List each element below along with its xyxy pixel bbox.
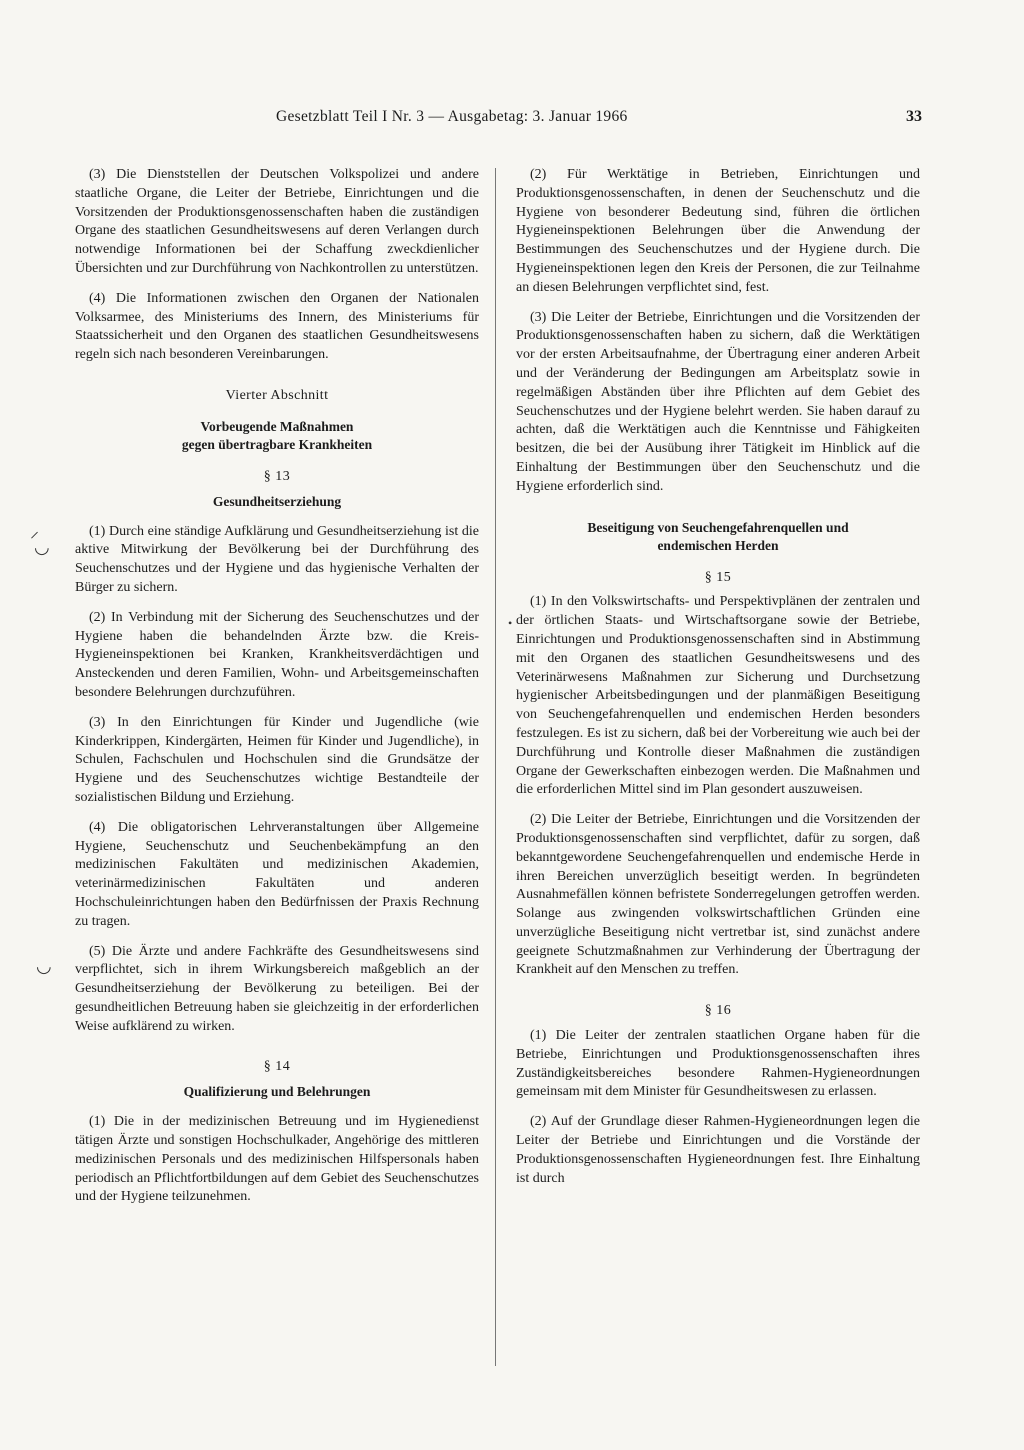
paragraph-15-2: (2) Die Leiter der Betriebe, Einrichtungen und die Vorsitzenden der Produktionsgenossenschaften sind verpflichtet, dafür zu sorgen, daß bekanntgewordene Seuchengefahrenquellen und endemische Herde in ihren Bereichen unverzüglich beseitigt werden. In begründeten Ausnahmefällen können befristete Sonderregelungen getroffen werden. Solange aus zwingenden volkswirtschaftlichen Gründen eine unverzügliche Beseitigung nicht vertretbar ist, sind zunächst andere geeignete Schutzmaßnahmen zur Verhinderung der Übertragung der Krankheit auf den Menschen zu treffen. xyxy=(516,812,920,978)
section-title-15 xyxy=(516,519,920,555)
section-title-14: Qualifizierung und Belehrungen xyxy=(183,1084,371,1100)
paragraph-12-4: (4) Die Informationen zwischen den Organen der Nationalen Volksarmee, des Ministeriums des Innern, des Ministeriums für Staatssicherheit und den Organen des staatlichen Gesundheitswesens regeln sich nach besonderen Vereinbarungen. xyxy=(75,290,479,363)
paragraph-13-5: (5) Die Ärzte und andere Fachkräfte des Gesundheitswesens sind verpflichtet, sich in ihrem Wirkungsbereich maßgeblich an der Gesundheitserziehung der Bevölkerung zu beteiligen. Bei der gesundheitlichen Betreuung haben sie gleichzeitig in der erforderlichen Weise aufklärend zu wirken. xyxy=(75,943,479,1034)
section-number-14: § 14 xyxy=(263,1059,291,1075)
left-column xyxy=(75,166,479,1218)
section-heading-abschnitt: Vierter Abschnitt xyxy=(225,387,329,403)
abschnitt-title-line-1: Vorbeugende Maßnahmen xyxy=(200,418,354,434)
paragraph-14-2: (2) Für Werktätige in Betrieben, Einrichtungen und Produktionsgenossenschaften, in denen der Seuchenschutz und die Hygiene von besonderer Bedeutung sind, führen die örtlichen Hygieneinspektionen Belehrungen über die Anwendung der Bestimmungen des Seuchenschutzes und der Hygiene durch. Die Hygieneinspektionen legen den Kreis der Personen, die zur Teilnahme an diesen Belehrungen verpflichtet sind, fest. xyxy=(516,167,920,295)
margin-mark: ◡ xyxy=(36,956,52,976)
margin-mark: • xyxy=(508,616,513,630)
paragraph-14-1: (1) Die in der medizinischen Betreuung und im Hygienedienst tätigen Ärzte und sonstigen Hochschulkader, Angehörige des mittleren medizinischen Personals und des medizinischen Hilfspersonals haben periodisch an Pflichtfortbildungen auf dem Gebiet des Seuchenschutzes und der Hygiene teilzunehmen. xyxy=(75,1114,479,1205)
section-number-13: § 13 xyxy=(263,468,291,484)
paragraph-16-2: (2) Auf der Grundlage dieser Rahmen-Hygieneordnungen legen die Leiter der Betriebe und Einrichtungen und die Vorstände der Produktionsgenossenschaften Hygieneordnungen fest. Ihre Einhaltung ist durch xyxy=(516,1114,920,1186)
paragraph-13-4: (4) Die obligatorischen Lehrveranstaltungen über Allgemeine Hygiene, Seuchenschutz und Seuchenbekämpfung an den medizinischen Fakultäten und medizinischen Akademien, veterinärmedizinischen Fakultäten und anderen Hochschuleinrichtungen haben den Bedürfnissen der Praxis Rechnung zu tragen. xyxy=(75,819,479,929)
paragraph-15-1: (1) In den Volkswirtschafts- und Perspektivplänen der zentralen und der örtlichen Staats- und Wirtschaftsorgane sowie der Betriebe, Einrichtungen und Produktionsgenossenschaften sind in Abstimmung mit den Organen des staatlichen Gesundheitswesens und des Veterinärwesens Maßnahmen zur Sicherung und Durchsetzung hygienischer Arbeitsbedingungen und der planmäßigen Beseitigung von Seuchengefahrenquellen und endemischen Herden besonders festzulegen. Es ist zu sichern, daß bei der Vorbereitung wie auch bei der Durchführung und Kontrolle dieser Maßnahmen die zuständigen Organe der Gewerkschaften einbezogen werden. Die Maßnahmen und die erforderlichen Mittel sind im Plan gesondert auszuweisen. xyxy=(516,594,920,798)
page-header xyxy=(0,108,1024,132)
section-title-13: Gesundheitserziehung xyxy=(212,493,342,509)
section-title-15-line-1: Beseitigung von Seuchengefahrenquellen und xyxy=(587,519,849,535)
paragraph-16-1: (1) Die Leiter der zentralen staatlichen Organe haben für die Betriebe, Einrichtungen und Produktionsgenossenschaften ihres Zuständigkeitsbereiches besondere Rahmen-Hygieneordnungen gemeinsam mit dem Minister für Gesundheitswesen zu erlassen. xyxy=(516,1028,920,1100)
section-number-15: § 15 xyxy=(704,569,732,585)
right-column xyxy=(516,166,920,1199)
margin-mark: ⸝ xyxy=(30,521,39,541)
abschnitt-title xyxy=(75,418,479,454)
paragraph-13-2: (2) In Verbindung mit der Sicherung des Seuchenschutzes und der Hygiene haben die behandelnden Ärzte bzw. die Kreis-Hygieneinspektionen bei Kranken, Krankheitsverdächtigen und Ansteckenden und deren Familien, Wohn- und Arbeitsgemeinschaften besondere Belehrungen durchzuführen. xyxy=(75,609,479,700)
page-number: 33 xyxy=(906,108,922,125)
abschnitt-title-line-2: gegen übertragbare Krankheiten xyxy=(181,436,373,452)
paragraph-14-3: (3) Die Leiter der Betriebe, Einrichtungen und die Vorsitzenden der Produktionsgenossenschaften haben zu sichern, daß die Werktätigen vor der ersten Arbeitsaufnahme, der Übertragung einer anderen Arbeit und der Veränderung der Bedingungen am Arbeitsplatz sowie in regelmäßigen Abständen über ihre Pflichten auf dem Gebiet des Seuchenschutzes und der Hygiene belehrt werden. Sie haben darauf zu achten, daß die Werktätigen auch die Kenntnisse und Fähigkeiten besitzen, die bei der Ausübung ihrer Tätigkeit im Hinblick auf die Einhaltung der Bestimmungen über den Seuchenschutz und die Hygiene erforderlich sind. xyxy=(516,309,920,494)
paragraph-13-3: (3) In den Einrichtungen für Kinder und Jugendliche (wie Kinderkrippen, Kindergärten, Heimen für Kinder und Jugendliche), in Schulen, Fachschulen und Hochschulen sind die Grundsätze der Hygiene und des Seuchenschutzes wichtige Bestandteile der sozialistischen Bildung und Erziehung. xyxy=(75,714,479,805)
paragraph-13-1: (1) Durch eine ständige Aufklärung und Gesundheitserziehung ist die aktive Mitwirkung der Bevölkerung bei der Durchführung des Seuchenschutzes und der Hygiene und das hygienische Verhalten der Bürger zu sichern. xyxy=(75,523,479,595)
section-number-16: § 16 xyxy=(704,1003,732,1019)
header-title: Gesetzblatt Teil I Nr. 3 — Ausgabetag: 3. Januar 1966 xyxy=(276,108,628,125)
paragraph-12-3: (3) Die Dienststellen der Deutschen Volkspolizei und andere staatliche Organe, die Leiter der Betriebe, Einrichtungen und die Vorsitzenden der Produktionsgenossenschaften haben die zuständigen Organe des staatlichen Gesundheitswesens auf deren Verlangen durch notwendige Informationen bei der Schaffung zweckdienlicher Übersichten und zur Durchführung von Nachkontrollen zu unterstützen. xyxy=(75,167,479,276)
margin-mark: ◡ xyxy=(34,537,50,557)
column-divider xyxy=(495,168,496,1366)
section-title-15-line-2: endemischen Herden xyxy=(657,537,779,553)
